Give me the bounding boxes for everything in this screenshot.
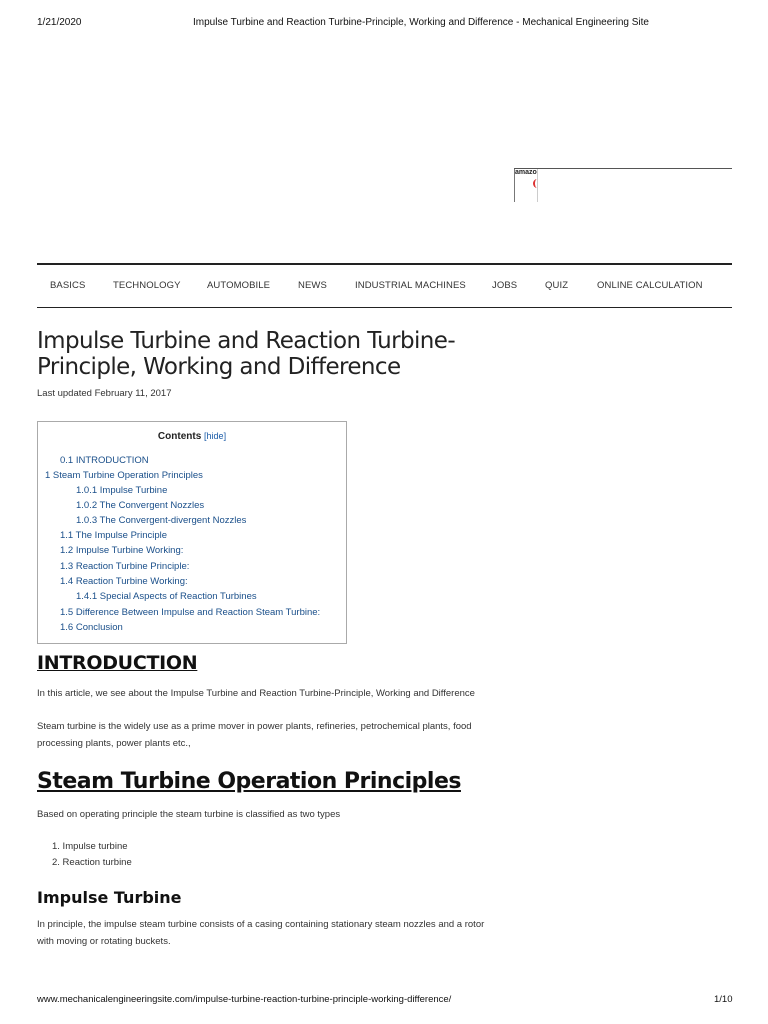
toc-item-difference[interactable]: 1.5 Difference Between Impulse and Reaction Steam Turbine: bbox=[60, 607, 321, 618]
main-navbar bbox=[37, 263, 732, 308]
list-item-impulse: 1. Impulse turbine bbox=[52, 841, 128, 852]
amazon-logo-icon bbox=[533, 179, 538, 188]
toc-hide-link[interactable]: [hide] bbox=[204, 431, 227, 441]
print-url: www.mechanicalengineeringsite.com/impulse-turbine-reaction-turbine-principle-working-difference/ bbox=[37, 994, 452, 1005]
nav-item-automobile[interactable]: AUTOMOBILE bbox=[207, 280, 271, 291]
impulse-paragraph bbox=[37, 916, 547, 950]
nav-item-news[interactable]: NEWS bbox=[298, 280, 327, 291]
print-page-number: 1/10 bbox=[714, 994, 733, 1005]
print-date: 1/21/2020 bbox=[37, 17, 82, 28]
intro-paragraph-1: In this article, we see about the Impulse Turbine and Reaction Turbine-Principle, Working and Difference bbox=[37, 688, 475, 699]
ad-text: amazo bbox=[515, 169, 537, 176]
toc-item-conclusion[interactable]: 1.6 Conclusion bbox=[60, 622, 123, 633]
nav-item-online-calculation[interactable]: ONLINE CALCULATION bbox=[597, 280, 703, 291]
nav-item-technology[interactable]: TECHNOLOGY bbox=[113, 280, 181, 291]
section-heading-steam-turbine: Steam Turbine Operation Principles bbox=[37, 769, 461, 794]
intro-paragraph-2-line1: Steam turbine is the widely use as a prime mover in power plants, refineries, petrochemical plants, food bbox=[37, 721, 472, 732]
article-title-line2: Principle, Working and Difference bbox=[37, 354, 401, 380]
list-item-reaction: 2. Reaction turbine bbox=[52, 857, 132, 868]
toc-item-impulse-working[interactable]: 1.2 Impulse Turbine Working: bbox=[60, 545, 184, 556]
toc-item-special-aspects[interactable]: 1.4.1 Special Aspects of Reaction Turbines bbox=[76, 591, 257, 602]
nav-item-basics[interactable]: BASICS bbox=[50, 280, 86, 291]
toc-item-introduction[interactable]: 0.1 INTRODUCTION bbox=[60, 455, 149, 466]
article-title bbox=[37, 328, 557, 380]
toc-item-reaction-working[interactable]: 1.4 Reaction Turbine Working: bbox=[60, 576, 188, 587]
nav-item-quiz[interactable]: QUIZ bbox=[545, 280, 569, 291]
amazon-ad-image[interactable] bbox=[514, 169, 538, 202]
impulse-paragraph-line1: In principle, the impulse steam turbine consists of a casing containing stationary steam nozzles and a rotor bbox=[37, 919, 485, 930]
toc-item-impulse-principle[interactable]: 1.1 The Impulse Principle bbox=[60, 530, 168, 541]
toc-item-convergent-divergent-nozzles[interactable]: 1.0.3 The Convergent-divergent Nozzles bbox=[76, 515, 247, 526]
ad-banner[interactable] bbox=[514, 168, 732, 202]
toc-title: Contents bbox=[157, 431, 202, 442]
intro-paragraph-2-line2: processing plants, power plants etc., bbox=[37, 738, 191, 749]
table-of-contents bbox=[37, 421, 347, 644]
print-page-title: Impulse Turbine and Reaction Turbine-Principle, Working and Difference - Mechanical Engineering Site bbox=[193, 17, 649, 28]
toc-item-convergent-nozzles[interactable]: 1.0.2 The Convergent Nozzles bbox=[76, 500, 205, 511]
section-heading-introduction: INTRODUCTION bbox=[37, 652, 198, 674]
toc-item-reaction-principle[interactable]: 1.3 Reaction Turbine Principle: bbox=[60, 561, 190, 572]
impulse-paragraph-line2: with moving or rotating buckets. bbox=[37, 936, 171, 947]
toc-item-steam-turbine-operation[interactable]: 1 Steam Turbine Operation Principles bbox=[45, 470, 203, 481]
intro-paragraph-2 bbox=[37, 718, 547, 752]
toc-item-impulse-turbine[interactable]: 1.0.1 Impulse Turbine bbox=[76, 485, 168, 496]
article-title-line1: Impulse Turbine and Reaction Turbine- bbox=[37, 328, 456, 354]
section-heading-impulse-turbine: Impulse Turbine bbox=[37, 888, 182, 907]
last-updated: Last updated February 11, 2017 bbox=[37, 388, 172, 399]
toc-header bbox=[38, 431, 346, 442]
nav-item-industrial-machines[interactable]: INDUSTRIAL MACHINES bbox=[355, 280, 466, 291]
steam-paragraph: Based on operating principle the steam turbine is classified as two types bbox=[37, 809, 341, 820]
nav-item-jobs[interactable]: JOBS bbox=[492, 280, 518, 291]
